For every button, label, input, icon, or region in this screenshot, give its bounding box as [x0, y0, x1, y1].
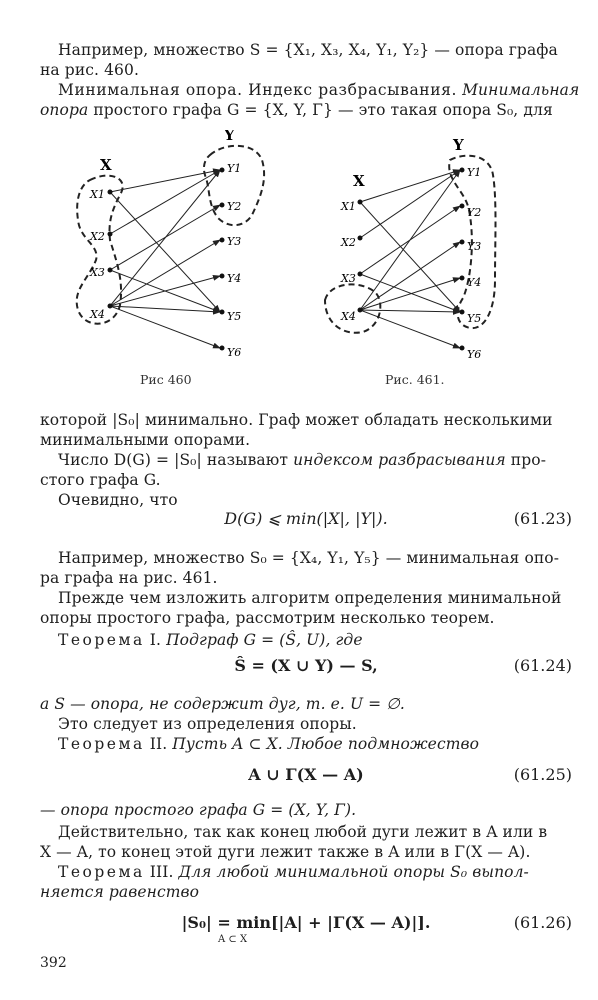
text-line: Действительно, так как конец любой дуги лежит в A или в [58, 823, 548, 841]
svg-text:X1: X1 [341, 200, 356, 213]
svg-text:X1: X1 [90, 188, 105, 201]
text-line: няется равенство [40, 883, 200, 901]
opora-contour-x4 [325, 284, 380, 332]
svg-text:Y5: Y5 [227, 310, 242, 323]
text-line: которой |S₀| минимально. Граф может обладать несколькими [40, 411, 553, 429]
set-label-y: Y [224, 130, 235, 144]
svg-text:Y2: Y2 [227, 200, 242, 213]
text-line: ра графа на рис. 461. [40, 569, 218, 587]
svg-text:Y1: Y1 [467, 166, 482, 179]
page-number: 392 [40, 955, 67, 971]
svg-text:Y5: Y5 [467, 312, 482, 325]
set-label-y: Y [453, 136, 464, 154]
equation-subscript: A ⊂ X [218, 934, 248, 945]
figure-461 [305, 130, 525, 370]
svg-text:Y3: Y3 [227, 235, 242, 248]
text-line: Это следует из определения опоры. [58, 715, 357, 733]
set-label-x: X [100, 156, 112, 174]
section-heading-line: Минимальная опора. Индекс разбрасывания. Минимальная [58, 81, 580, 99]
svg-text:X3: X3 [341, 272, 356, 285]
text-line: минимальными опорами. [40, 431, 251, 449]
text-line: Очевидно, что [58, 491, 178, 509]
text-line: стого графа G. [40, 471, 161, 489]
equation-61-24: Ŝ = (X ∪ Y) — S, (61.24) [234, 656, 572, 675]
svg-text:Y6: Y6 [227, 346, 242, 359]
svg-text:X3: X3 [90, 266, 105, 279]
text-line: а S — опора, не содержит дуг, т. е. U = ∅. [40, 695, 405, 713]
svg-text:X2: X2 [341, 236, 356, 249]
svg-text:Y4: Y4 [227, 272, 242, 285]
text-line: Число D(G) = |S₀| называют индексом разбрасывания про- [58, 451, 547, 469]
text-line: — опора простого графа G = (X, Y, Γ). [40, 801, 357, 819]
svg-text:X2: X2 [90, 230, 105, 243]
svg-text:Y4: Y4 [467, 276, 482, 289]
text-line: Например, множество S = {X₁, X₃, X₄, Y₁, Y₂} — опора графа [58, 41, 558, 59]
figure-460 [60, 130, 280, 370]
text-line: на рис. 460. [40, 61, 139, 79]
figure-caption: Рис. 461. [385, 372, 445, 387]
svg-text:X4: X4 [341, 310, 356, 323]
text-line: Например, множество S₀ = {X₄, Y₁, Y₅} — минимальная опо- [58, 549, 560, 567]
theorem-3-line: Теорема III. Для любой минимальной опоры S₀ выпол- [58, 863, 529, 881]
svg-text:Y1: Y1 [227, 162, 242, 175]
svg-text:Y6: Y6 [467, 348, 482, 361]
theorem-1-line: Теорема I. Подграф G = (Ŝ, U), где [58, 631, 363, 649]
text-line: опора простого графа G = {X, Y, Γ} — это такая опора S₀, для [40, 101, 553, 119]
svg-text:Y2: Y2 [467, 206, 482, 219]
theorem-2-line: Теорема II. Пусть A ⊂ X. Любое подмножество [58, 735, 480, 753]
text-line: X — A, то конец этой дуги лежит также в A или в Γ(X — A). [40, 843, 531, 861]
svg-text:X4: X4 [90, 308, 105, 321]
svg-text:Y3: Y3 [467, 240, 482, 253]
set-label-x: X [353, 172, 365, 190]
opora-contour-y [204, 146, 264, 225]
equation-61-26: |S₀| = min[|A| + |Γ(X — A)|]. (61.26) [181, 913, 572, 932]
equation-61-23: D(G) ⩽ min(|X|, |Y|). (61.23) [224, 509, 572, 528]
text-line: Прежде чем изложить алгоритм определения минимальной [58, 589, 562, 607]
text-line: опоры простого графа, рассмотрим несколько теорем. [40, 609, 495, 627]
figure-caption: Рис 460 [140, 372, 192, 387]
equation-61-25: A ∪ Γ(X — A) (61.25) [248, 765, 572, 784]
